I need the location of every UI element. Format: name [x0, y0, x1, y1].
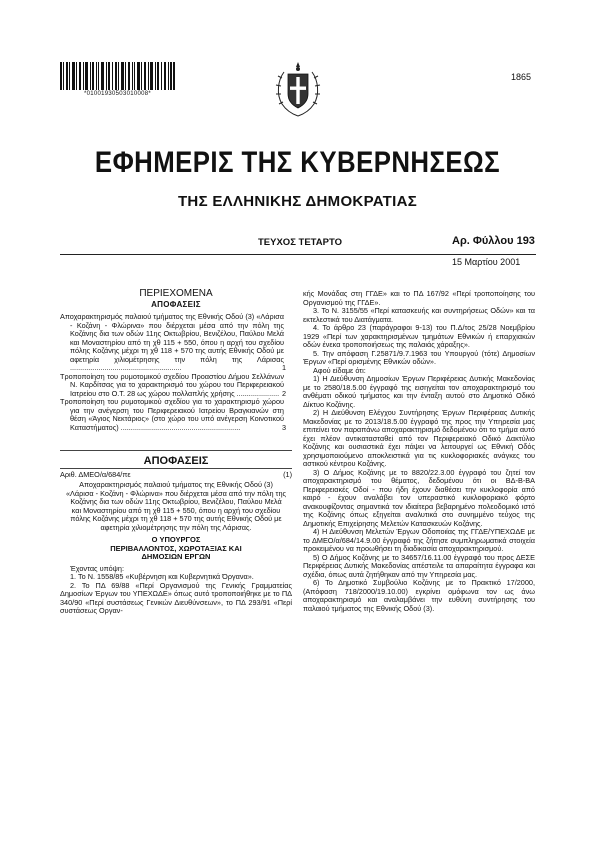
- toc-subheading: ΑΠΟΦΑΣΕΙΣ: [151, 299, 201, 309]
- minister-line: ΠΕΡΙΒΑΛΛΟΝΤΟΣ, ΧΩΡΟΤΑΞΙΑΣ ΚΑΙ: [110, 543, 242, 553]
- decision-reference: [60, 468, 292, 480]
- finding-item: 6) Το Δημοτικό Συμβούλιο Κοζάνης με το Πρακτικό 17/2000, (Απόφαση 718/2000/19.10.00) εγκρίνει ομόφωνα τον ως άνω αποχαρακτηρισμό και αναλαμβάνει την ευθύνη συντήρησης του παλαιού τμήματος της Εθνικής Οδού (3).: [303, 578, 535, 613]
- decision-summary: Αποχαρακτηρισμός παλαιού τμήματος της Εθνικής Οδού (3) «Λάρισα - Κοζάνη - Φλώρινα» που διέρχεται μέσα από την πόλη της Κοζάνης δια των οδών 11ης Οκτωβρίου, Βενιζέλου, Παύλου Μελά και Μοναστηρίου από τη χθ 115 + 550, όπου η αρχή του σχεδίου πόλης Κοζάνης μέχρι τη χθ 118 + 570 της αυτής Εθνικής Οδού με αφετηρία χιλιομέτρησης την πόλη της Λάρισας.: [66, 480, 287, 532]
- finding-item: 1) Η Διεύθυνση Δημοσίων Έργων Περιφέρειας Δυτικής Μακεδονίας με το 2580/18.5.00 έγγραφό της εισηγείται τον αποχαρακτηρισμό του ανθέματι οδικού τμήματος και την ένταξη αυτού στο Δημοτικό Οδικό Δίκτυο Κοζάνης.: [303, 374, 535, 409]
- legal-item: 2. Το ΠΔ 69/88 «Περί Οργανισμού της Γενικής Γραμματείας Δημοσίων Έργων του ΥΠΕΧΩΔΕ» όπως αυτό τροποποιήθηκε με το ΠΔ 340/90 «Περί συστάσεως Γενικών Διευθύνσεων», το ΠΔ 293/91 «Περί συστάσεως Οργαν-: [60, 580, 292, 616]
- coat-of-arms-emblem: [270, 58, 326, 120]
- considering-label: Έχοντας υπόψη:: [70, 563, 124, 573]
- left-column: [60, 290, 292, 616]
- legal-item: 1. Το Ν. 1558/85 «Κυβέρνηση και Κυβερνητικά Όργανα».: [70, 572, 254, 582]
- decisions-heading: ΑΠΟΦΑΣΕΙΣ: [143, 455, 209, 467]
- toc-entry-text: Αποχαρακτηρισμός παλαιού τμήματος της Εθνικής Οδού (3) «Λάρισα - Κοζάνη - Φλώρινα» που διέρχεται μέσα από την πόλη της Κοζάνης δια των οδών 11ης Οκτωβρίου, Βενιζέλου, Παύλου Μελά και Μοναστηρίου από τη χθ 115 + 550, όπου η αρχή του σχεδίου πόλης Κοζάνης μέχρι τη χθ 118 + 570 της αυτής Εθνικής Οδού με αφετηρία χιλιομέτρησης την πόλη της Λάρισας .......................................................: [60, 312, 284, 372]
- minister-line: ΔΗΜΟΣΙΩΝ ΕΡΓΩΝ: [141, 552, 211, 562]
- sheet-number: Αρ. Φύλλου 193: [452, 235, 535, 247]
- page-number: 1865: [510, 72, 531, 82]
- decision-ref-index: (1): [283, 469, 292, 479]
- toc-entry[interactable]: Τροποποίηση του ρυμοτομικού σχεδίου για το χαρακτηρισμό χώρου για την ανέγερση του Περιφερειακού Ιατρείου Βραγκιανών στη θέση «Άγιος Νεκτάριος» (στο χώρο του υπό ανέγερση Κοινοτικού Καταστήματος) ........................................................... 3: [60, 397, 287, 432]
- divider: [60, 450, 292, 451]
- gazette-title: ΕΦΗΜΕΡΙΣ ΤΗΣ ΚΥΒΕΡΝΗΣΕΩΣ: [94, 146, 501, 179]
- finding-item: 4) Η Διεύθυνση Μελετών Έργων Οδοποιίας της ΓΓΔΕ/ΥΠΕΧΩΔΕ με το ΔΜΕΟ/α/684/14.9.00 έγγραφό της ζήτησε συμπληρωματικά στοιχεία προκειμένου να προωθήσει τη διαδικασία αποχαρακτηρισμού.: [303, 527, 535, 553]
- header-rule: [60, 254, 536, 255]
- toc-heading: ΠΕΡΙΕΧΟΜΕΝΑ: [139, 288, 213, 299]
- legal-item: 4. Το άρθρο 23 (παράγραφοι 9-13) του Π.Δ/τος 25/28 Νοεμβρίου 1929 «Περί των χαρακτηρισμένων τμημάτων Εθνικών ή επαρχιακών οδών ένεκα τροποποιήσεως της παλαιάς χάραξης».: [303, 323, 535, 349]
- decision-ref-number: Αριθ. ΔΜΕΟ/α/684/πε: [60, 469, 131, 479]
- finding-item: 3) Ο Δήμος Κοζάνης με το 8820/22.3.00 έγγραφό του ζητεί τον αποχαρακτηρισμό του θέματος, δεδομένου ότι οι ΒΔ-Β-ΒΑ Περιφερειακές Οδοί - που ήδη έχουν διαθέσει την κυκλοφορία από καιρό - έχουν αναλάβει τον υπεραστικό κυκλοφοριακό φόρτο ανακουφίζοντας σημαντικά τον ιδιαίτερα βεβαρημένο πολεοδομικό ιστό της Κοζάνης όπως εξηγείται αναλυτικά στο συνημμένο τεύχος της Δημοτικής Επιχείρησης Μελετών Κατασκευών Κοζάνης.: [303, 467, 535, 528]
- minister-line: Ο ΥΠΟΥΡΓΟΣ: [151, 535, 201, 544]
- legal-item: 5. Την απόφαση Γ.25871/9.7.1963 του Υπουργού (τότε) Δημοσίων Έργων «Περί ορισμένης Εθνικών οδών».: [303, 348, 535, 366]
- right-column: [303, 290, 535, 613]
- gazette-subtitle: ΤΗΣ ΕΛΛΗΝΙΚΗΣ ΔΗΜΟΚΡΑΤΙΑΣ: [177, 193, 418, 210]
- issue-date: 15 Μαρτίου 2001: [452, 257, 521, 267]
- issue-label: ΤΕΥΧΟΣ ΤΕΤΑΡΤΟ: [258, 237, 342, 248]
- finding-item: 2) Η Διεύθυνση Ελέγχου Συντήρησης Έργων Περιφέρειας Δυτικής Μακεδονίας με το 2013/18.5.00 έγγραφό της προς την Υπηρεσία μας επιτείνει τον παραπάνω αποχαρακτηρισμό δεδομένου ότι το τμήμα αυτό έχει πλέον αντικατασταθεί από τον Περιφερειακό Οδικό Δακτύλιο Κοζάνης και ουσιαστικά έχει πάψει να λειτουργεί ως Εθνική Οδός χρησιμοποιούμενο αποκλειστικά για τις κυκλοφοριακές ανάγκες του αστικού κέντρου Κοζάνης.: [303, 408, 535, 468]
- finding-item: 5) Ο Δήμος Κοζάνης με το 34657/16.11.00 έγγραφό του προς ΔΕΣΕ Περιφέρειας Δυτικής Μακεδονίας απέστειλε τα απαραίτητα έγγραφα και σχέδια, όπως αυτά ζητήθηκαν από την Υπηρεσία μας.: [303, 552, 535, 579]
- toc-entry-text: Τροποποίηση του ρυμοτομικού σχεδίου για το χαρακτηρισμό χώρου για την ανέγερση του Περιφερειακού Ιατρείου Βραγκιανών στη θέση «Άγιος Νεκτάριος» (στο χώρο του υπό ανέγερση Κοινοτικού Καταστήματος) ...........................................................: [60, 397, 284, 432]
- toc-entry[interactable]: Τροποποίηση του ρυμοτομικού σχεδίου Προαστίου Δήμου Σελλάνων Ν. Καρδίτσας για το χαρακτηρισμό του χώρου του Περιφερειακού Ιατρείου στο Ο.Τ. 28 ως χώρου πολλαπλής χρήσης ..................... 2: [60, 371, 287, 398]
- barcode-number: *01001930503010008*: [83, 91, 152, 97]
- toc-entry[interactable]: Αποχαρακτηρισμός παλαιού τμήματος της Εθνικής Οδού (3) «Λάρισα - Κοζάνη - Φλώρινα» που διέρχεται μέσα από την πόλη της Κοζάνης δια των οδών 11ης Οκτωβρίου, Βενιζέλου, Παύλου Μελά και Μοναστηρίου από τη χθ 115 + 550, όπου η αρχή του σχεδίου πόλης Κοζάνης μέχρι τη χθ 118 + 570 της αυτής Εθνικής Οδού με αφετηρία χιλιομέτρησης την πόλη της Λάρισας ....................................................... 1: [60, 312, 287, 372]
- legal-item: 3. Το Ν. 3155/55 «Περί κατασκευής και συντηρήσεως Οδών» και τα εκτελεστικά του Διατάγματα.: [303, 306, 535, 324]
- toc-entry-text: Τροποποίηση του ρυμοτομικού σχεδίου Προαστίου Δήμου Σελλάνων Ν. Καρδίτσας για το χαρακτηρισμό του χώρου του Περιφερειακού Ιατρείου στο Ο.Τ. 28 ως χώρου πολλαπλής χρήσης .....................: [60, 371, 284, 398]
- barcode: [60, 62, 175, 90]
- whereas-label: Αφού είδαμε ότι:: [313, 365, 366, 375]
- legal-item: κής Μονάδας στη ΓΓΔΕ» και το ΠΔ 167/92 «Περί τροποποίησης του Οργανισμού της ΓΓΔΕ».: [303, 289, 535, 307]
- minister-title: [60, 536, 292, 562]
